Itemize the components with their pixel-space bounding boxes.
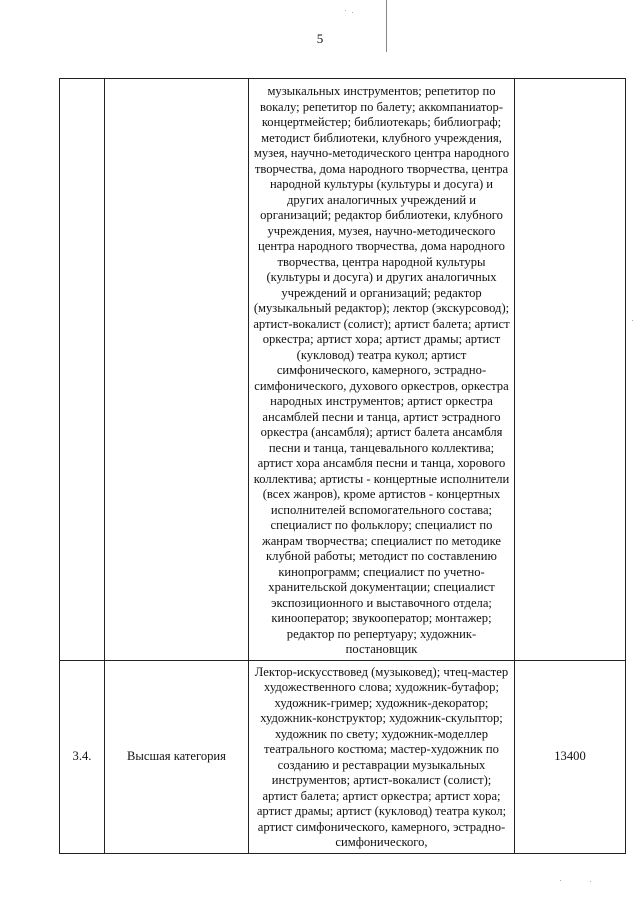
occupations-text: музыкальных инструментов; репетитор по вокалу; репетитор по балету; аккомпаниатор-концертмейстер; библиотекарь; библиограф; методист библиотеки, клубного учреждения, музея, научно-методического центра народного творчества, дома народного творчества, центра народной культуры (культуры и досуга) и других аналогичных учреждений и организаций; редактор библиотеки, клубного учреждения, музея, научно-методического центра народного творчества, дома народного творчества, центра народной культуры (культуры и досуга) и других аналогичных учреждений и организаций; редактор (музыкальный редактор); лектор (экскурсовод); артист-вокалист (солист); артист балета; артист оркестра; артист хора; артист драмы; артист (кукловод) театра кукол; артист симфонического, камерного, эстрадно-симфонического, духового оркестров, оркестра народных инструментов; артист оркестра ансамблей песни и танца, артист эстрадного оркестра (ансамбля); артист балета ансамбля песни и танца, танцевального коллектива; артист хора ансамбля песни и танца, хорового коллектива; артисты - концертные исполнители (всех жанров), кроме артистов - концертных исполнителей вспомогательного состава; специалист по фольклору; специалист по жанрам творчества; специалист по методике клубной работы; методист по составлению кинопрограмм; специалист по учетно-хранительской документации; специалист экспозиционного и выставочного отдела; кинооператор; звукооператор; монтажер; редактор по репертуару; художник-постановщик <box>253 84 510 656</box>
salary-amount: 13400 <box>554 749 586 763</box>
row-number: 3.4. <box>72 749 92 763</box>
row-number-cell <box>60 660 105 853</box>
category-cell <box>105 79 249 661</box>
table-row <box>60 660 626 853</box>
scan-speck <box>590 881 591 882</box>
occupations-cell <box>249 660 515 853</box>
category-cell <box>105 660 249 853</box>
row-number-cell <box>60 79 105 661</box>
scan-speck <box>632 320 633 321</box>
scan-speck <box>345 10 346 11</box>
scan-speck <box>560 880 561 881</box>
occupations-text: Лектор-искусствовед (музыковед); чтец-мастер художественного слова; художник-бутафор; художник-гример; художник-декоратор; художник-конструктор; художник-скульптор; художник по свету; художник-моделлер театрального костюма; мастер-художник по созданию и реставрации музыкальных инструментов; артист-вокалист (солист); артист балета; артист оркестра; артист хора; артист драмы; артист (кукловод) театра кукол; артист симфонического, камерного, эстрадно-симфонического, <box>254 664 509 849</box>
amount-cell <box>515 660 626 853</box>
occupations-cell <box>249 79 515 661</box>
scan-speck <box>352 12 353 13</box>
amount-cell <box>515 79 626 661</box>
salary-table <box>59 78 626 854</box>
page-number: 5 <box>316 31 324 46</box>
category-label: Высшая категория <box>127 749 226 763</box>
table-row <box>60 79 626 661</box>
